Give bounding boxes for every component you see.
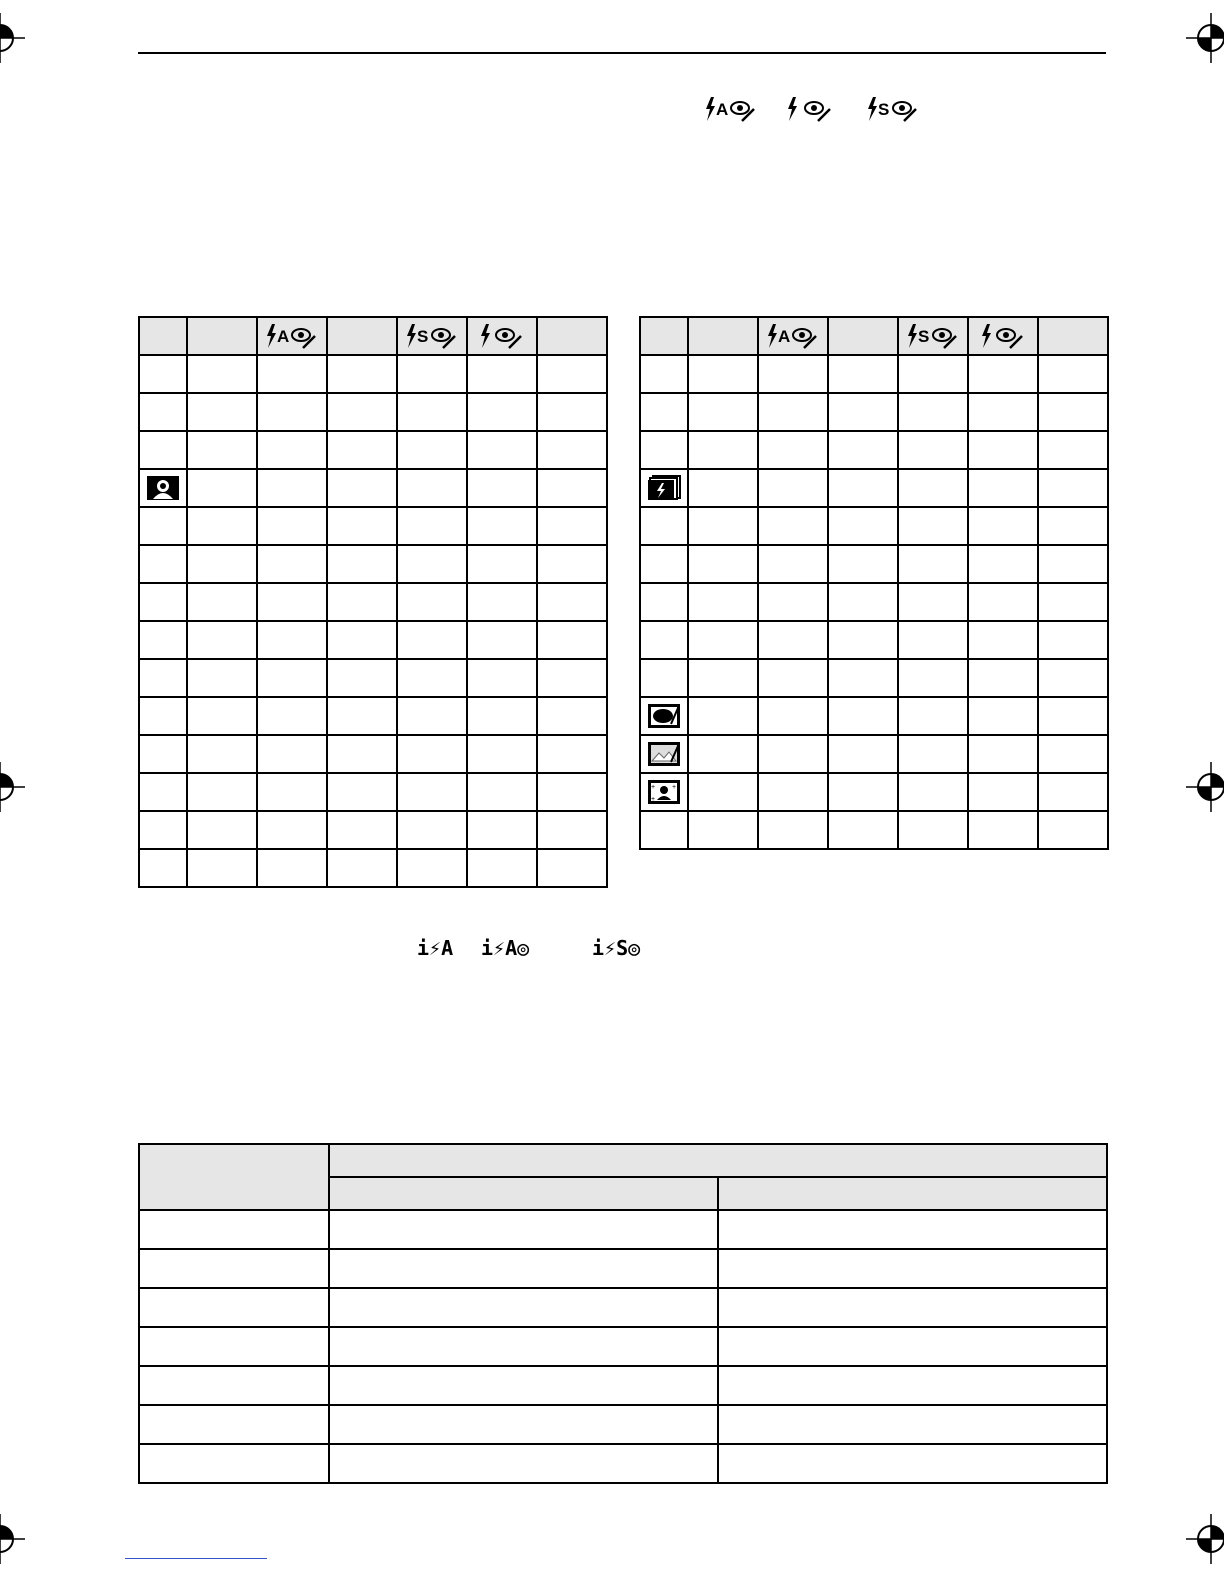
table-cell — [898, 545, 968, 583]
table-cell — [828, 583, 898, 621]
table-cell — [1038, 659, 1108, 697]
table-cell — [828, 659, 898, 697]
bottom-cell — [139, 1444, 329, 1483]
bottom-cell — [329, 1210, 718, 1249]
table-cell — [537, 583, 607, 621]
table-row — [640, 735, 1108, 773]
table-row — [640, 355, 1108, 393]
table-cell — [758, 507, 828, 545]
table-row — [640, 545, 1108, 583]
table-cell — [758, 773, 828, 811]
header-rule — [138, 52, 1106, 54]
table-cell — [758, 697, 828, 735]
table-cell — [828, 507, 898, 545]
table-row — [640, 583, 1108, 621]
table-cell — [968, 507, 1038, 545]
table-cell — [688, 469, 758, 507]
intelligent-flash-slow-redeye-icon — [592, 936, 640, 960]
table-cell — [467, 431, 537, 469]
photo-frame-icon — [641, 774, 687, 810]
table-cell — [187, 811, 257, 849]
table-row — [139, 849, 607, 887]
table-cell — [537, 431, 607, 469]
bottom-cell — [718, 1327, 1107, 1366]
table-cell — [397, 621, 467, 659]
table-cell — [187, 583, 257, 621]
table-cell — [898, 469, 968, 507]
table-header-cell — [968, 317, 1038, 355]
bottom-header-span — [329, 1144, 1107, 1177]
table-row — [640, 773, 1108, 811]
table-cell — [968, 773, 1038, 811]
scene-cell — [139, 697, 187, 735]
table-cell — [467, 773, 537, 811]
table-cell — [397, 773, 467, 811]
flash-auto-redeye-icon — [704, 94, 758, 124]
scene-cell — [640, 659, 688, 697]
table-row — [139, 583, 607, 621]
bottom-cell — [718, 1288, 1107, 1327]
table-cell — [758, 469, 828, 507]
table-cell — [187, 507, 257, 545]
table-cell — [257, 469, 327, 507]
table-header-cell — [1038, 317, 1108, 355]
table-cell — [257, 811, 327, 849]
table-cell — [257, 507, 327, 545]
table-cell — [688, 773, 758, 811]
table-cell — [898, 735, 968, 773]
table-cell — [537, 849, 607, 887]
table-cell — [187, 393, 257, 431]
table-cell — [898, 659, 968, 697]
table-cell — [467, 697, 537, 735]
table-header-cell — [139, 317, 187, 355]
bottom-subheader-cell — [718, 1177, 1107, 1210]
left-scene-flash-table — [138, 316, 608, 888]
scene-cell — [139, 621, 187, 659]
svg-text:A: A — [716, 100, 729, 119]
table-cell — [688, 545, 758, 583]
svg-text:+: + — [651, 784, 656, 791]
table-cell — [688, 697, 758, 735]
table-cell — [537, 355, 607, 393]
bottom-cell — [329, 1444, 718, 1483]
table-cell — [828, 545, 898, 583]
table-cell — [898, 355, 968, 393]
table-cell — [327, 545, 397, 583]
flash-slow-redeye-icon — [866, 94, 920, 124]
scene-cell — [139, 431, 187, 469]
intelligent-flash-auto-redeye-icon — [481, 936, 529, 960]
bottom-cell — [329, 1249, 718, 1288]
table-cell — [898, 811, 968, 849]
film-grain-icon — [641, 736, 687, 772]
bottom-header-corner — [139, 1144, 329, 1210]
table-cell — [898, 507, 968, 545]
table-cell — [898, 773, 968, 811]
table-header-cell — [688, 317, 758, 355]
table-cell — [257, 659, 327, 697]
table-cell — [1038, 469, 1108, 507]
table-cell — [1038, 583, 1108, 621]
table-cell — [327, 431, 397, 469]
bottom-cell — [139, 1405, 329, 1444]
table-cell — [968, 545, 1038, 583]
table-cell — [688, 393, 758, 431]
scene-cell — [640, 431, 688, 469]
table-cell — [467, 621, 537, 659]
table-cell — [898, 697, 968, 735]
table-row — [640, 507, 1108, 545]
scene-cell — [640, 507, 688, 545]
table-cell — [327, 697, 397, 735]
table-cell — [397, 355, 467, 393]
table-cell — [688, 355, 758, 393]
table-cell — [397, 469, 467, 507]
table-header-cell — [758, 317, 828, 355]
table-cell — [467, 849, 537, 887]
table-cell — [1038, 697, 1108, 735]
table-header-cell — [898, 317, 968, 355]
table-cell — [688, 507, 758, 545]
flash-burst-icon — [641, 470, 687, 506]
scene-cell — [640, 469, 688, 507]
registration-mark-icon — [1186, 13, 1224, 63]
flash-range-table — [138, 1143, 1108, 1484]
table-cell — [257, 545, 327, 583]
table-cell — [537, 469, 607, 507]
svg-text:A: A — [277, 327, 290, 346]
table-cell — [537, 697, 607, 735]
table-cell — [1038, 811, 1108, 849]
table-row — [139, 697, 607, 735]
table-cell — [187, 469, 257, 507]
scene-cell — [640, 773, 688, 811]
svg-text:A: A — [778, 327, 791, 346]
table-cell — [467, 507, 537, 545]
table-cell — [397, 545, 467, 583]
table-cell — [1038, 545, 1108, 583]
registration-mark-icon — [0, 1514, 25, 1564]
table-cell — [898, 583, 968, 621]
table-cell — [397, 431, 467, 469]
bottom-cell — [139, 1210, 329, 1249]
table-cell — [968, 583, 1038, 621]
table-cell — [397, 735, 467, 773]
table-header-cell — [257, 317, 327, 355]
scene-cell — [139, 469, 187, 507]
intelligent-flash-auto-label: i⚡A — [417, 936, 454, 960]
table-row — [640, 469, 1108, 507]
table-cell — [968, 469, 1038, 507]
scene-cell — [640, 697, 688, 735]
scene-cell — [139, 545, 187, 583]
table-cell — [1038, 507, 1108, 545]
table-cell — [257, 355, 327, 393]
bottom-cell — [718, 1444, 1107, 1483]
table-cell — [828, 697, 898, 735]
bottom-cell — [329, 1405, 718, 1444]
table-cell — [327, 583, 397, 621]
table-row — [139, 659, 607, 697]
table-cell — [257, 735, 327, 773]
table-cell — [1038, 393, 1108, 431]
table-cell — [968, 621, 1038, 659]
table-cell — [1038, 621, 1108, 659]
bottom-cell — [139, 1249, 329, 1288]
table-cell — [1038, 735, 1108, 773]
table-cell — [327, 849, 397, 887]
table-cell — [1038, 773, 1108, 811]
table-header-cell — [397, 317, 467, 355]
table-cell — [257, 697, 327, 735]
table-row — [640, 697, 1108, 735]
scene-cell — [640, 621, 688, 659]
table-row — [139, 735, 607, 773]
scene-cell — [640, 811, 688, 849]
table-cell — [537, 545, 607, 583]
table-row — [139, 621, 607, 659]
table-cell — [467, 469, 537, 507]
table-cell — [187, 697, 257, 735]
table-cell — [968, 811, 1038, 849]
scene-cell — [640, 393, 688, 431]
table-cell — [968, 393, 1038, 431]
table-row — [640, 811, 1108, 849]
flash-auto-redeye-icon — [258, 318, 326, 354]
registration-mark-icon — [1186, 1514, 1224, 1564]
bottom-cell — [329, 1366, 718, 1405]
table-header-cell — [537, 317, 607, 355]
bottom-subheader-cell — [329, 1177, 718, 1210]
table-cell — [257, 393, 327, 431]
scene-cell — [139, 735, 187, 773]
table-cell — [688, 431, 758, 469]
table-cell — [758, 583, 828, 621]
table-cell — [1038, 431, 1108, 469]
table-cell — [257, 431, 327, 469]
table-cell — [688, 621, 758, 659]
bottom-cell — [718, 1210, 1107, 1249]
table-row — [640, 431, 1108, 469]
table-cell — [257, 621, 327, 659]
table-row — [139, 773, 607, 811]
table-cell — [828, 811, 898, 849]
table-cell — [828, 621, 898, 659]
portrait-night-icon — [140, 470, 186, 506]
table-header-cell — [640, 317, 688, 355]
bottom-cell — [139, 1327, 329, 1366]
table-cell — [397, 659, 467, 697]
table-cell — [898, 621, 968, 659]
table-cell — [397, 393, 467, 431]
table-cell — [467, 811, 537, 849]
table-cell — [828, 469, 898, 507]
table-cell — [257, 849, 327, 887]
table-cell — [968, 697, 1038, 735]
scene-cell — [139, 355, 187, 393]
table-cell — [1038, 355, 1108, 393]
table-cell — [537, 811, 607, 849]
table-cell — [758, 393, 828, 431]
table-cell — [828, 735, 898, 773]
scene-cell — [640, 355, 688, 393]
table-cell — [397, 811, 467, 849]
table-cell — [187, 355, 257, 393]
table-cell — [327, 621, 397, 659]
table-cell — [537, 507, 607, 545]
table-cell — [758, 431, 828, 469]
table-cell — [187, 545, 257, 583]
registration-mark-icon — [1186, 762, 1224, 812]
flash-on-redeye-icon — [468, 318, 536, 354]
scene-cell — [139, 393, 187, 431]
scene-cell — [640, 545, 688, 583]
table-header-cell — [828, 317, 898, 355]
table-cell — [327, 811, 397, 849]
scene-cell — [640, 735, 688, 773]
svg-text:S: S — [417, 327, 429, 346]
registration-mark-icon — [0, 13, 25, 63]
table-cell — [828, 393, 898, 431]
table-cell — [688, 659, 758, 697]
table-cell — [187, 621, 257, 659]
bottom-cell — [329, 1327, 718, 1366]
table-row — [640, 659, 1108, 697]
table-cell — [187, 431, 257, 469]
scene-cell — [139, 659, 187, 697]
table-cell — [688, 811, 758, 849]
flash-on-redeye-icon — [969, 318, 1037, 354]
table-header-cell — [467, 317, 537, 355]
table-cell — [968, 659, 1038, 697]
scene-cell — [139, 849, 187, 887]
table-cell — [187, 773, 257, 811]
table-row — [139, 431, 607, 469]
table-cell — [397, 507, 467, 545]
table-header-cell — [187, 317, 257, 355]
table-cell — [467, 583, 537, 621]
svg-text:S: S — [878, 100, 890, 119]
table-cell — [688, 735, 758, 773]
table-cell — [828, 431, 898, 469]
table-cell — [467, 355, 537, 393]
table-cell — [828, 773, 898, 811]
table-cell — [898, 431, 968, 469]
table-cell — [828, 355, 898, 393]
svg-text:+: + — [672, 784, 677, 791]
table-cell — [688, 583, 758, 621]
table-cell — [758, 659, 828, 697]
scene-cell — [640, 583, 688, 621]
table-cell — [968, 735, 1038, 773]
svg-text:+: + — [651, 796, 656, 803]
table-header-cell — [327, 317, 397, 355]
table-cell — [187, 659, 257, 697]
svg-text:S: S — [918, 327, 930, 346]
table-cell — [327, 355, 397, 393]
bottom-cell — [718, 1405, 1107, 1444]
footer-link-line — [125, 1558, 267, 1559]
table-cell — [467, 545, 537, 583]
table-cell — [397, 583, 467, 621]
table-cell — [758, 811, 828, 849]
table-cell — [327, 735, 397, 773]
flash-slow-redeye-icon — [398, 318, 466, 354]
pinhole-icon — [641, 698, 687, 734]
bottom-cell — [139, 1366, 329, 1405]
scene-cell — [139, 773, 187, 811]
bottom-cell — [139, 1288, 329, 1327]
table-cell — [898, 393, 968, 431]
table-cell — [467, 659, 537, 697]
table-row — [640, 621, 1108, 659]
table-cell — [187, 735, 257, 773]
table-cell — [397, 849, 467, 887]
table-row — [139, 355, 607, 393]
scene-cell — [139, 811, 187, 849]
bottom-cell — [718, 1249, 1107, 1288]
table-row — [139, 811, 607, 849]
table-cell — [327, 773, 397, 811]
table-row — [139, 393, 607, 431]
table-row — [139, 545, 607, 583]
table-cell — [537, 621, 607, 659]
table-row — [640, 393, 1108, 431]
table-cell — [397, 697, 467, 735]
bottom-cell — [329, 1288, 718, 1327]
table-cell — [968, 355, 1038, 393]
table-cell — [327, 393, 397, 431]
scene-cell — [139, 583, 187, 621]
table-row — [139, 507, 607, 545]
flash-on-redeye-icon — [786, 94, 838, 124]
table-cell — [537, 773, 607, 811]
intelligent-flash-auto-redeye-label: i⚡A◎ — [481, 936, 530, 960]
table-cell — [537, 659, 607, 697]
table-cell — [968, 431, 1038, 469]
table-cell — [327, 659, 397, 697]
table-cell — [187, 849, 257, 887]
table-cell — [758, 355, 828, 393]
table-cell — [758, 735, 828, 773]
table-cell — [537, 735, 607, 773]
scene-cell — [139, 507, 187, 545]
table-row — [139, 469, 607, 507]
table-cell — [327, 469, 397, 507]
table-cell — [467, 735, 537, 773]
registration-mark-icon — [0, 762, 25, 812]
bottom-cell — [718, 1366, 1107, 1405]
flash-slow-redeye-icon — [899, 318, 967, 354]
flash-auto-redeye-icon — [759, 318, 827, 354]
table-cell — [257, 583, 327, 621]
table-cell — [537, 393, 607, 431]
table-cell — [758, 545, 828, 583]
right-scene-flash-table — [639, 316, 1109, 850]
table-cell — [327, 507, 397, 545]
table-cell — [758, 621, 828, 659]
intelligent-flash-auto-icon — [417, 936, 453, 960]
table-cell — [257, 773, 327, 811]
table-cell — [467, 393, 537, 431]
intelligent-flash-slow-redeye-label: i⚡S◎ — [592, 936, 641, 960]
